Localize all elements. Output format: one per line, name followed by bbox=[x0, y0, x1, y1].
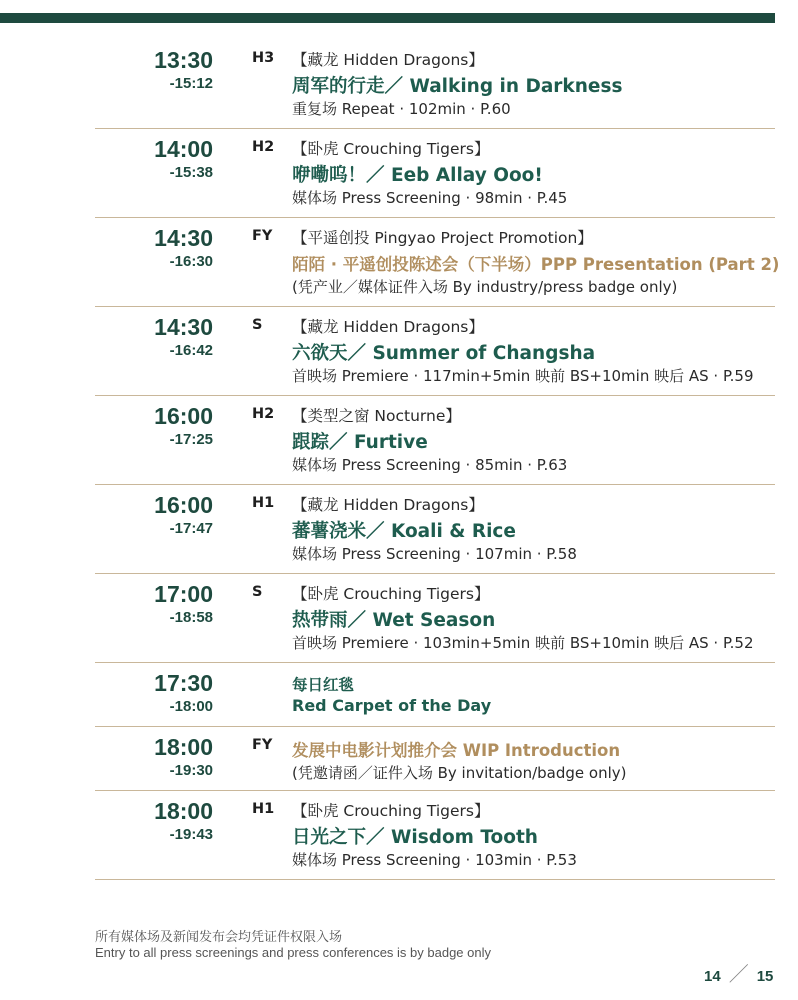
start-time: 14:30 bbox=[154, 225, 213, 251]
start-time: 16:00 bbox=[154, 403, 213, 429]
film-title: 蕃薯浇米／ Koali & Rice bbox=[292, 521, 516, 542]
venue-code: H2 bbox=[252, 139, 275, 155]
venue-code: S bbox=[252, 317, 263, 333]
section-label: 【平遥创投 Pingyao Project Promotion】 bbox=[292, 229, 593, 247]
section-label: 【藏龙 Hidden Dragons】 bbox=[292, 51, 484, 69]
film-title: 周军的行走／ Walking in Darkness bbox=[292, 76, 623, 97]
schedule-row bbox=[95, 485, 775, 574]
section-label: 【藏龙 Hidden Dragons】 bbox=[292, 318, 484, 336]
schedule-row bbox=[95, 40, 775, 129]
event-title-en: Red Carpet of the Day bbox=[292, 696, 492, 715]
schedule-row bbox=[95, 663, 775, 727]
event-title: 陌陌 · 平遥创投陈述会（下半场）PPP Presentation (Part 2) bbox=[292, 255, 780, 274]
end-time: -19:30 bbox=[169, 762, 213, 779]
schedule-row bbox=[95, 307, 775, 396]
start-time: 17:00 bbox=[154, 581, 213, 607]
page-numbers bbox=[704, 958, 773, 987]
schedule-row bbox=[95, 129, 775, 218]
venue-code: FY bbox=[252, 228, 273, 244]
schedule-row bbox=[95, 727, 775, 791]
event-title: 发展中电影计划推介会 WIP Introduction bbox=[292, 741, 621, 760]
film-title: 跟踪／ Furtive bbox=[292, 432, 428, 453]
schedule-row bbox=[95, 791, 775, 880]
start-time: 17:30 bbox=[154, 670, 213, 696]
start-time: 14:30 bbox=[154, 314, 213, 340]
end-time: -15:38 bbox=[169, 164, 213, 181]
section-label: 【卧虎 Crouching Tigers】 bbox=[292, 585, 490, 603]
admission-note: (凭产业／媒体证件入场 By industry/press badge only) bbox=[292, 278, 678, 296]
screening-detail: 媒体场 Press Screening · 98min · P.45 bbox=[292, 189, 568, 207]
page-separator: ／ bbox=[728, 964, 749, 986]
venue-code: H1 bbox=[252, 495, 275, 511]
venue-code: H2 bbox=[252, 406, 275, 422]
footer-note-en: Entry to all press screenings and press conferences is by badge only bbox=[95, 945, 491, 960]
schedule-list bbox=[95, 40, 780, 880]
footer-note-cn: 所有媒体场及新闻发布会均凭证件权限入场 bbox=[95, 930, 343, 945]
film-title: 六欲天／ Summer of Changsha bbox=[292, 343, 596, 364]
section-label: 【藏龙 Hidden Dragons】 bbox=[292, 496, 484, 514]
end-time: -15:12 bbox=[169, 75, 213, 92]
end-time: -19:43 bbox=[169, 826, 213, 843]
end-time: -17:47 bbox=[169, 520, 213, 537]
end-time: -16:30 bbox=[169, 253, 213, 270]
screening-detail: 首映场 Premiere · 117min+5min 映前 BS+10min 映后 AS · P.59 bbox=[292, 367, 754, 385]
page-number-left: 14 bbox=[704, 968, 721, 985]
section-label: 【卧虎 Crouching Tigers】 bbox=[292, 802, 490, 820]
end-time: -18:00 bbox=[169, 698, 213, 715]
end-time: -16:42 bbox=[169, 342, 213, 359]
schedule-row bbox=[95, 396, 775, 485]
venue-code: H3 bbox=[252, 50, 275, 66]
screening-detail: 媒体场 Press Screening · 85min · P.63 bbox=[292, 456, 568, 474]
screening-detail: 媒体场 Press Screening · 103min · P.53 bbox=[292, 851, 577, 869]
section-label: 【卧虎 Crouching Tigers】 bbox=[292, 140, 490, 158]
screening-detail: 重复场 Repeat · 102min · P.60 bbox=[292, 100, 511, 118]
page-number-right: 15 bbox=[756, 968, 774, 985]
schedule-row bbox=[95, 574, 775, 663]
start-time: 18:00 bbox=[154, 734, 213, 760]
venue-code: S bbox=[252, 584, 263, 600]
end-time: -18:58 bbox=[169, 609, 213, 626]
start-time: 13:30 bbox=[154, 47, 213, 73]
top-color-bar bbox=[0, 13, 775, 23]
event-title-cn: 每日红毯 bbox=[292, 676, 355, 694]
film-title: 热带雨／ Wet Season bbox=[292, 610, 496, 631]
venue-code: FY bbox=[252, 737, 273, 753]
schedule-row bbox=[95, 218, 780, 307]
admission-note: (凭邀请函／证件入场 By invitation/badge only) bbox=[292, 764, 627, 782]
section-label: 【类型之窗 Nocturne】 bbox=[292, 407, 461, 425]
screening-detail: 媒体场 Press Screening · 107min · P.58 bbox=[292, 545, 577, 563]
screening-detail: 首映场 Premiere · 103min+5min 映前 BS+10min 映后 AS · P.52 bbox=[292, 634, 754, 652]
film-title: 日光之下／ Wisdom Tooth bbox=[292, 827, 538, 848]
start-time: 14:00 bbox=[154, 136, 213, 162]
start-time: 16:00 bbox=[154, 492, 213, 518]
start-time: 18:00 bbox=[154, 798, 213, 824]
end-time: -17:25 bbox=[169, 431, 213, 448]
venue-code: H1 bbox=[252, 801, 275, 817]
film-title: 咿嘞呜！／ Eeb Allay Ooo! bbox=[292, 165, 543, 186]
